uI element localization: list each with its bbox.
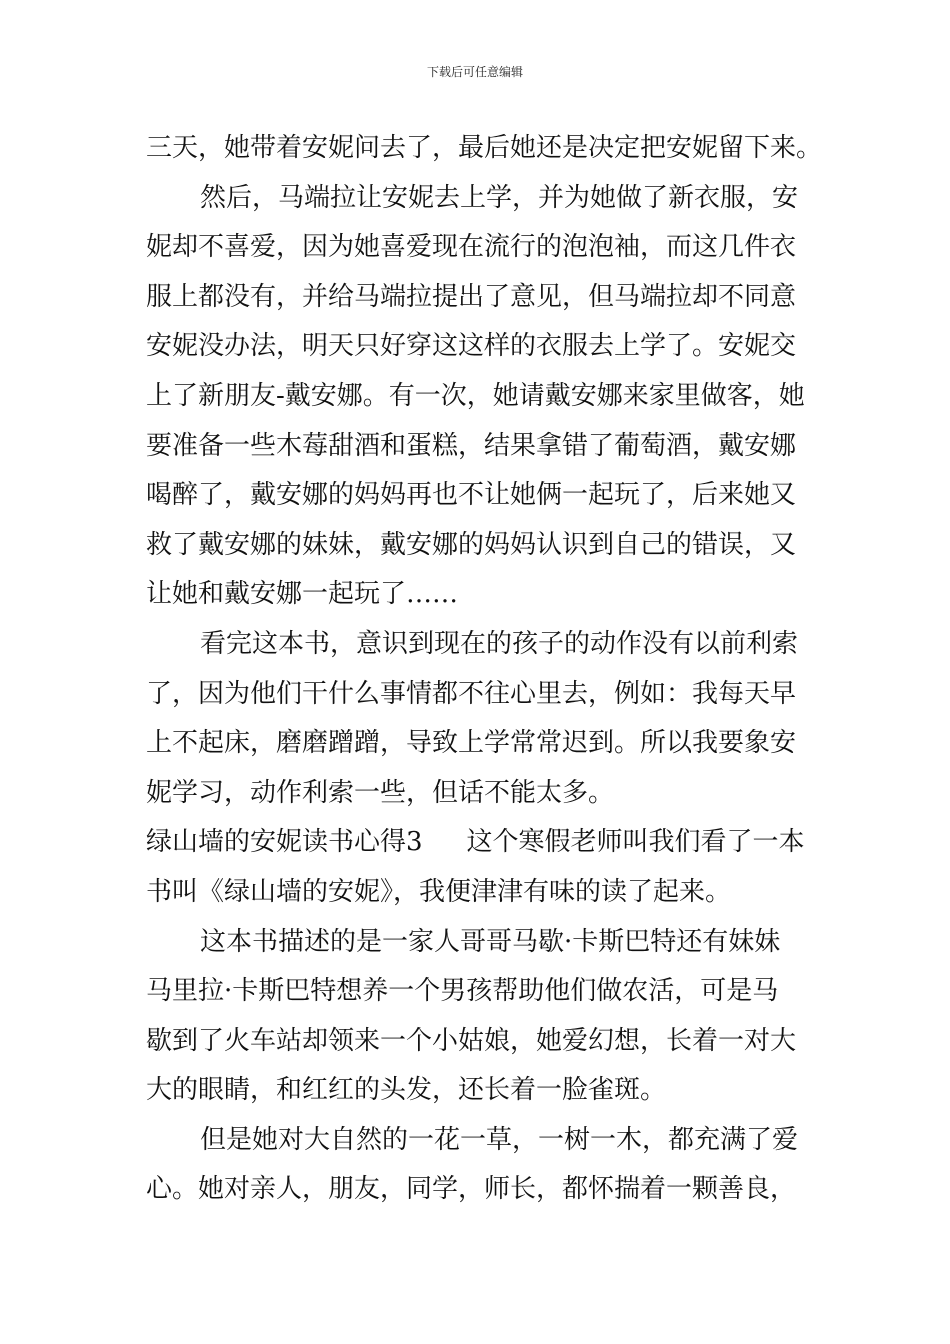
document-body — [146, 124, 823, 1215]
text-line: 歇到了火车站却领来一个小姑娘，她爱幻想，长着一对大 — [146, 1025, 797, 1056]
text-line: 三天，她带着安妮问去了，最后她还是决定把安妮留下来。 — [146, 133, 823, 163]
text-line: 这本书描述的是一家人哥哥马歇·卡斯巴特还有妹妹 — [200, 926, 781, 957]
text-line: 服上都没有，并给马端拉提出了意见，但马端拉却不同意 — [146, 281, 797, 312]
text-line: 救了戴安娜的妹妹，戴安娜的妈妈认识到自己的错误，又 — [146, 529, 797, 560]
text-line: 让她和戴安娜一起玩了…… — [146, 579, 459, 610]
text-line: 马里拉·卡斯巴特想养一个男孩帮助他们做农活，可是马 — [146, 976, 779, 1007]
text-line: 上不起床，磨磨蹭蹭，导致上学常常迟到。所以我要象安 — [146, 728, 797, 759]
text-line: 然后，马端拉让安妮去上学，并为她做了新衣服，安 — [200, 182, 799, 213]
text-line: 大的眼睛，和红红的头发，还长着一脸雀斑。 — [146, 1075, 667, 1106]
text-line: 喝醉了，戴安娜的妈妈再也不让她俩一起玩了，后来她又 — [146, 480, 797, 511]
text-line-continuation: 这个寒假老师叫我们看了一本 — [466, 827, 805, 858]
text-line: 了，因为他们干什么事情都不往心里去，例如：我每天早 — [146, 678, 797, 709]
text-line: 要准备一些木莓甜酒和蛋糕，结果拿错了葡萄酒，戴安娜 — [146, 430, 797, 461]
text-line: 看完这本书，意识到现在的孩子的动作没有以前利索 — [200, 628, 799, 659]
page-header: 下载后可任意编辑 — [426, 65, 523, 79]
section-heading: 绿山墙的安妮读书心得3 — [146, 827, 423, 858]
text-line: 书叫《绿山墙的安妮》，我便津津有味的读了起来。 — [146, 876, 732, 907]
heading-line — [146, 818, 816, 868]
text-line: 安妮没办法，明天只好穿这这样的衣服去上学了。安妮交 — [146, 331, 797, 362]
text-line: 心。她对亲人，朋友，同学，师长，都怀揣着一颗善良， — [146, 1174, 797, 1205]
text-line: 但是她对大自然的一花一草，一树一木，都充满了爱 — [200, 1124, 799, 1155]
text-line: 妮学习，动作利索一些，但话不能太多。 — [146, 777, 615, 808]
text-line: 上了新朋友-戴安娜。有一次，她请戴安娜来家里做客，她 — [146, 380, 805, 411]
text-line: 妮却不喜爱，因为她喜爱现在流行的泡泡袖，而这几件衣 — [146, 232, 797, 263]
